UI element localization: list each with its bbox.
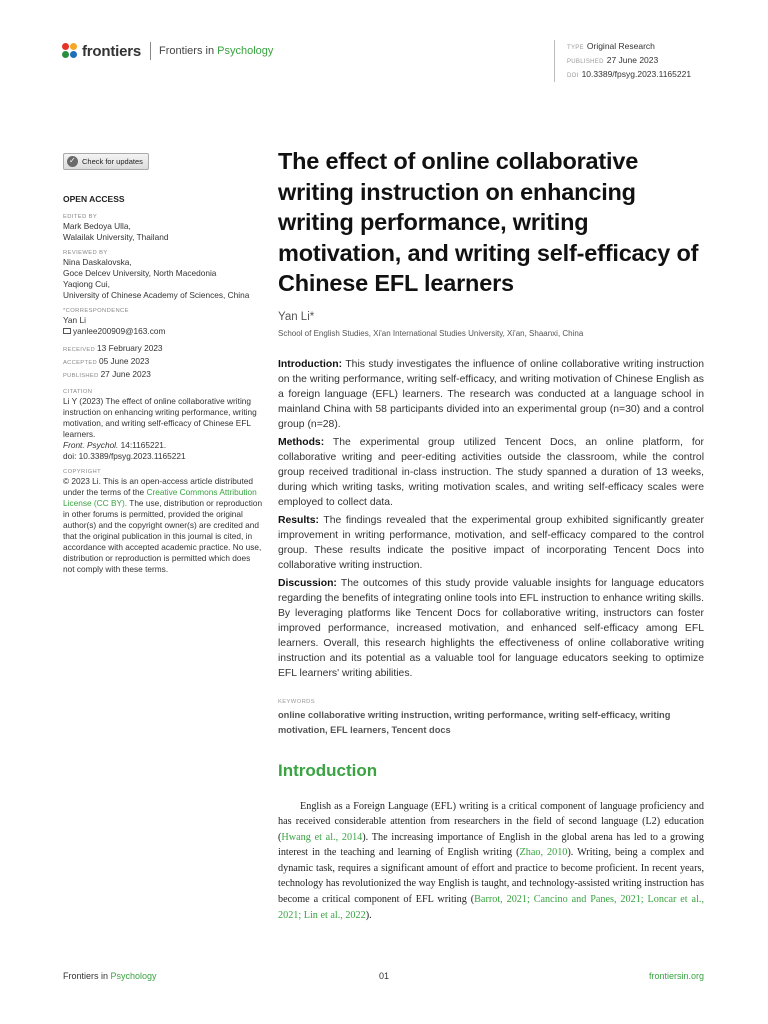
author-affiliation: School of English Studies, Xi'an International Studies University, Xi'an, Shaanxi, China [278,328,584,338]
introduction-paragraph: English as a Foreign Language (EFL) writing is a critical component of language proficiency and has received considerable attention from researchers in the field of second language (L2) education (Hwang et al., 2014). The increasing importance of English in the global arena has led to a growing interest in the teaching and learning of English writing (Zhao, 2010). Writing, being a complex and dynamic task, requires a significant amount of effort and practice to become proficient. In recent years, technology has revolutionized the way English is taught, and technology-assisted writing instruction has become a critical component of EFL writing (Barrot, 2021; Cancino and Panes, 2021; Loncar et al., 2021; Lin et al., 2022). [278,800,705,921]
correspondence-email[interactable]: yanlee200909@163.com [63,326,263,337]
logo-divider [150,42,151,60]
page-header [62,40,706,80]
keywords-label: KEYWORDS [278,698,316,705]
citation-link[interactable]: Zhao, 2010 [519,847,568,859]
meta-doi[interactable]: DOI 10.3389/fpsyg.2023.1165221 [567,69,692,79]
correspondence-label: *CORRESPONDENCE [63,308,129,314]
reviewer-1-name: Nina Daskalovska, [63,257,132,267]
editor-name: Mark Bedoya Ulla, [63,221,131,231]
copyright-label: COPYRIGHT [63,469,102,475]
frontiers-logo[interactable] [62,42,273,60]
edited-by-label: EDITED BY [63,214,98,220]
author-name[interactable]: Yan Li* [278,310,315,323]
reviewer-2-name: Yaqiong Cui, [63,279,110,289]
mail-icon [63,328,71,334]
page-number: 01 [379,971,390,981]
abstract [278,357,704,681]
keywords: online collaborative writing instruction, writing performance, writing self-efficacy, writing motivation, EFL learners, Tencent docs [278,709,671,735]
citation-label: CITATION [63,389,93,395]
citation-link[interactable]: Barrot, 2021; Cancino and Panes, 2021; Loncar et al., 2021; Lin et al., 2022 [278,894,704,921]
copyright-text: © 2023 Li. This is an open-access article distributed under the terms of the Creative Commons Attribution License (CC BY). The use, distribution or reproduction in other forums is permitted, provided the original author(s) and the copyright owner(s) are credited and that the original publication in this journal is cited, in accordance with accepted academic practice. No use, distribution or reproduction is permitted which does not comply with these terms. [63,476,263,574]
dates-block [63,343,263,382]
footer-journal: Frontiers in Psychology [63,971,157,981]
received-date: RECEIVED 13 February 2023 [63,343,163,353]
abstract-methods: Methods: The experimental group utilized Tencent Docs, an online platform, for collaborative writing and peer-editing activities outside the classroom, while the control group received traditional in-class instruction. The study spanned a duration of 13 weeks, during which writing tasks, writing motivation scales, and writing self-efficacy scales were employed to collect data. [278,436,704,508]
accepted-date: ACCEPTED 05 June 2023 [63,356,150,366]
article-meta [554,40,691,82]
check-for-updates-button[interactable]: ✓ Check for updates [63,153,149,170]
introduction-heading: Introduction [278,760,378,780]
meta-type: TYPE Original Research [567,41,655,51]
cc-by-link[interactable]: Creative Commons Attribution License (CC BY). [63,487,257,508]
meta-published: PUBLISHED 27 June 2023 [567,55,659,65]
published-date: PUBLISHED 27 June 2023 [63,369,151,379]
footer-site-link[interactable]: frontiersin.org [648,971,704,981]
abstract-introduction: Introduction: This study investigates the influence of online collaborative writing instruction on the writing performance, writing self-efficacy, and writing motivation of Chinese English as a foreign language (EFL) learners. The research was conducted at a language school in mainland China with 58 participants divided into an experimental group (n=30) and a control group (n=28). [278,358,704,430]
reviewer-1-affiliation: Goce Delcev University, North Macedonia [63,268,217,278]
citation-text: Li Y (2023) The effect of online collaborative writing instruction on enhancing writing performance, writing motivation, and writing self-efficacy of Chinese EFL learners. Front. Psychol. 14:1165221. doi: 10.3389/fpsyg.2023.1165221 [63,396,257,461]
abstract-discussion: Discussion: The outcomes of this study provide valuable insights for language educators regarding the benefits of integrating online tools into EFL instruction to enhance writing skills. By leveraging platforms like Tencent Docs for collaborative writing, instructors can foster improved performance, increased motivation, and enhanced self-efficacy among EFL learners. Overall, this research highlights the effectiveness of online collaborative writing instruction and its potential as a valuable tool for language educators seeking to optimize EFL learners' writing abilities. [278,577,704,679]
citation-link[interactable]: Hwang et al., 2014 [281,831,363,843]
article-sidebar [63,153,263,575]
reviewed-by-label: REVIEWED BY [63,250,108,256]
editor-affiliation: Walailak University, Thailand [63,232,169,242]
reviewer-2-affiliation: University of Chinese Academy of Sciences, China [63,290,250,300]
check-icon [67,156,78,167]
abstract-results: Results: The findings revealed that the experimental group exhibited significantly greater improvement in writing performance, motivation, and self-efficacy compared to the control group. These results indicate the positive impact of incorporating Tencent Docs into collaborative writing instruction. [278,514,704,571]
journal-name: Frontiers in Psychology [159,45,274,57]
correspondence-name: Yan Li [63,315,86,325]
article-main [278,146,704,923]
open-access-label: OPEN ACCESS [63,194,125,204]
article-title: The effect of online collaborative writing instruction on enhancing writing performance, writing motivation, and writing self-efficacy of Chinese EFL learners [278,148,699,296]
frontiers-logo-icon [62,43,78,59]
logo-text: frontiers [82,42,142,60]
